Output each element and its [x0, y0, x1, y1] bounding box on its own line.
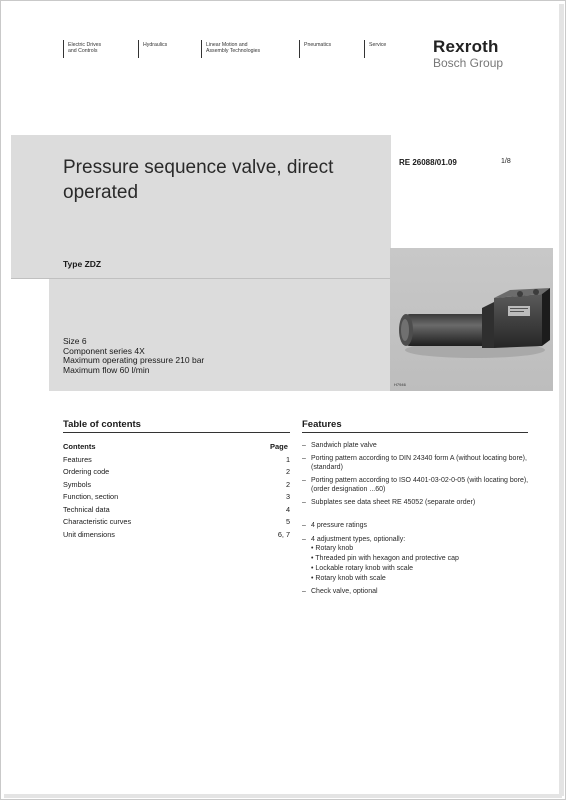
- photo-id: H7946: [394, 382, 406, 387]
- feature-sub-item: • Rotary knob: [311, 545, 354, 552]
- feature-sub-item: • Rotary knob with scale: [311, 575, 386, 582]
- nav-service[interactable]: Service: [369, 42, 387, 48]
- specs-list: [63, 337, 204, 375]
- toc-col-page: Page: [270, 442, 288, 451]
- toc-row[interactable]: [63, 517, 290, 527]
- toc-row-label: Function, section: [63, 492, 119, 501]
- toc-row-page: 1: [285, 455, 290, 464]
- spec-line: Maximum operating pressure 210 bar: [63, 355, 205, 366]
- page-shadow-right: [559, 4, 564, 796]
- feature-sub-text: Rotary knob: [315, 545, 354, 552]
- toc-row-label: Symbols: [63, 480, 91, 489]
- toc-row-page: 6, 7: [277, 530, 290, 539]
- feature-sub-text: Threaded pin with hexagon and protective cap: [315, 555, 459, 562]
- product-photo: [390, 248, 553, 391]
- toc-row-page: 2: [285, 467, 290, 476]
- feature-text: Check valve, optional: [311, 588, 378, 595]
- header-panel-strip: [11, 248, 49, 278]
- spec-line: Size 6: [63, 336, 87, 346]
- toc-row[interactable]: [63, 455, 290, 465]
- nav-separator: [364, 40, 365, 58]
- toc-row[interactable]: [63, 505, 290, 515]
- page-shadow-bottom: [4, 794, 562, 798]
- toc-row[interactable]: [63, 530, 290, 540]
- feature-sub-item: • Threaded pin with hexagon and protective cap: [311, 555, 459, 562]
- brand-logo: Rexroth: [433, 37, 499, 56]
- brand-group: Bosch Group: [433, 56, 504, 70]
- type-label: Type ZDZ: [63, 259, 102, 269]
- toc-row-page: 2: [285, 480, 290, 489]
- feature-text: Sandwich plate valve: [311, 442, 377, 449]
- divider: [11, 278, 391, 279]
- toc-rule: [63, 432, 290, 433]
- toc-row-label: Features: [63, 455, 92, 464]
- nav-hydraulics[interactable]: Hydraulics: [143, 42, 168, 48]
- toc-title: Table of contents: [63, 419, 141, 430]
- toc-row-label: Ordering code: [63, 467, 110, 476]
- toc-row-page: 3: [285, 492, 290, 501]
- feature-sub-text: Rotary knob with scale: [315, 575, 386, 582]
- valve-image: [390, 248, 553, 391]
- nav-electric-drives[interactable]: Electric Drives and Controls: [68, 42, 102, 54]
- nav-separator: [63, 40, 64, 58]
- toc-row-page: 5: [285, 517, 290, 526]
- feature-text: Porting pattern according to DIN 24340 form A (without locating bore), (standard): [311, 455, 527, 471]
- toc-row-label: Unit dimensions: [63, 530, 115, 539]
- spec-line: Maximum flow 60 l/min: [63, 364, 150, 375]
- document-number: RE 26088/01.09: [399, 158, 457, 167]
- toc-row-page: 4: [285, 505, 290, 514]
- feature-sub-item: • Lockable rotary knob with scale: [311, 565, 414, 572]
- page-title: Pressure sequence valve, direct operated: [63, 157, 334, 203]
- feature-sub-text: Lockable rotary knob with scale: [315, 565, 414, 572]
- toc-row[interactable]: [63, 467, 290, 477]
- feature-text: Subplates see data sheet RE 45052 (separate order): [311, 499, 476, 506]
- page-number: 1/8: [501, 158, 511, 165]
- feature-text: Porting pattern according to ISO 4401-03-02-0-05 (with locating bore), (order designation ...60): [311, 477, 529, 493]
- toc-row-label: Characteristic curves: [63, 517, 132, 526]
- features-title: Features: [302, 419, 342, 430]
- nav-separator: [138, 40, 139, 58]
- feature-text: 4 pressure ratings: [311, 522, 368, 529]
- nav-linear-motion[interactable]: Linear Motion and Assembly Technologies: [206, 42, 261, 54]
- toc-row[interactable]: [63, 480, 290, 490]
- spec-line: Component series 4X: [63, 345, 145, 356]
- feature-text: 4 adjustment types, optionally:: [311, 536, 406, 543]
- nav-pneumatics[interactable]: Pneumatics: [304, 42, 332, 48]
- toc-row[interactable]: [63, 492, 290, 502]
- nav-separator: [299, 40, 300, 58]
- toc-row-label: Technical data: [63, 505, 110, 514]
- nav-separator: [201, 40, 202, 58]
- features-rule: [302, 432, 528, 433]
- toc-col-contents: Contents: [63, 442, 96, 451]
